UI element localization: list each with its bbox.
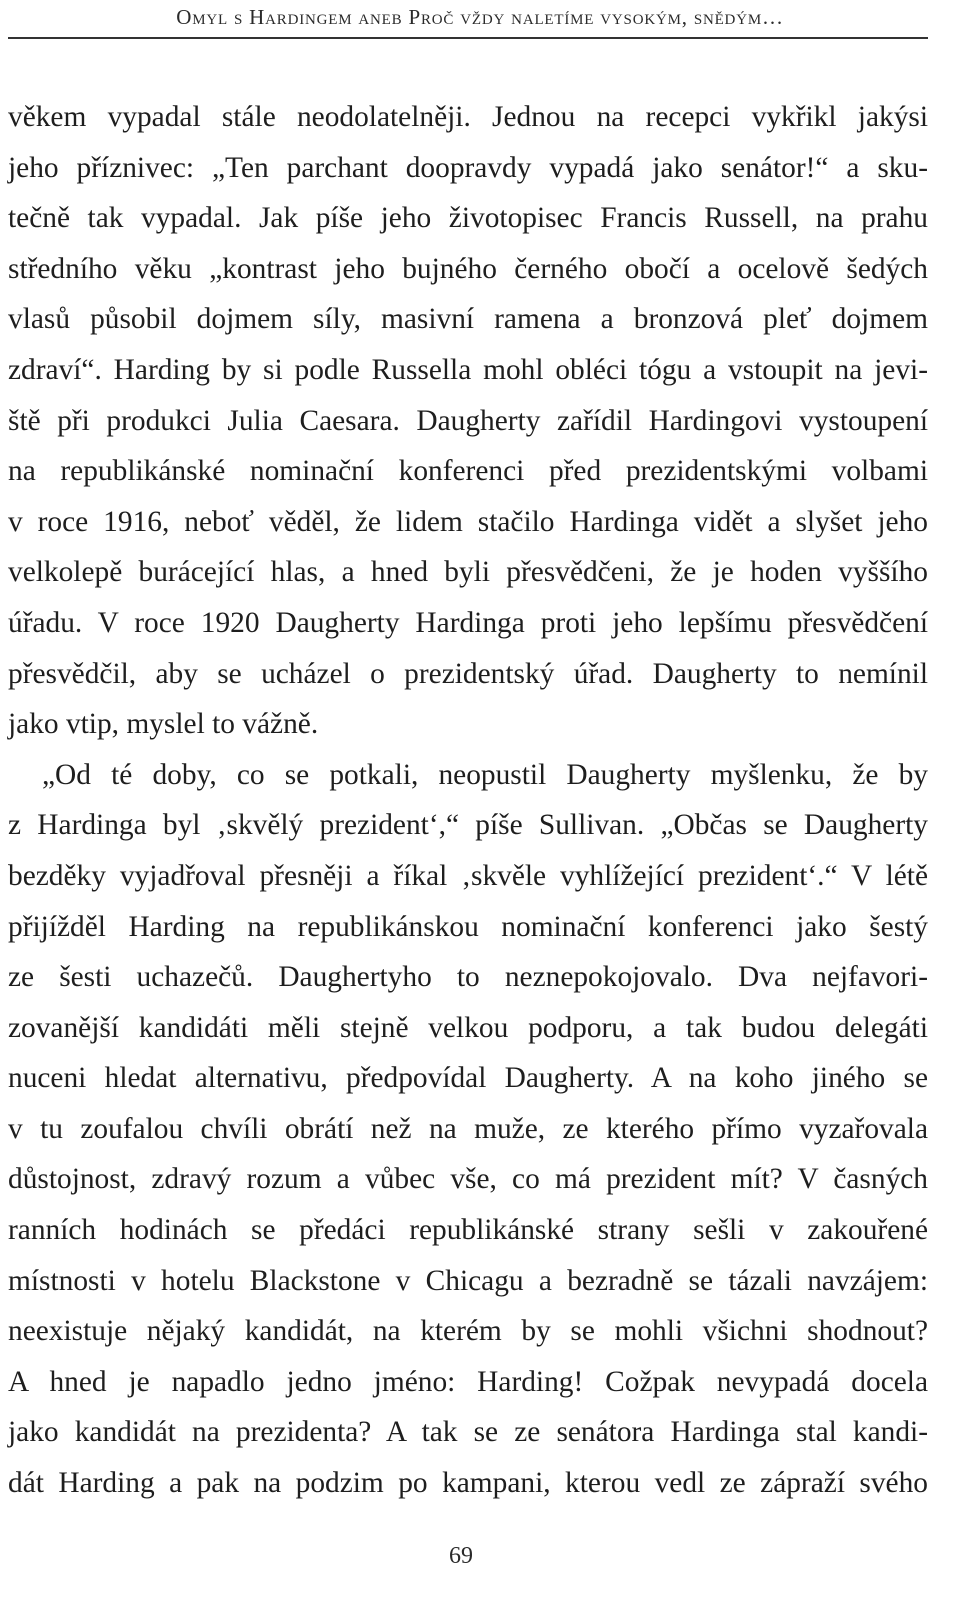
text-line: zdraví“. Harding by si podle Russella mohl obléci tógu a vstoupit na jevi- — [8, 353, 928, 386]
text-line: zovanější kandidáti měli stejně velkou podporu, a tak budou delegáti — [8, 1011, 928, 1044]
text-line: jako kandidát na prezidenta? A tak se ze senátora Hardinga stal kandi- — [8, 1416, 928, 1449]
body-text — [8, 92, 928, 1509]
text-line: vlasů působil dojmem síly, masivní ramena a bronzová pleť dojmem — [8, 303, 928, 336]
text-line: nuceni hledat alternativu, předpovídal Daugherty. A na koho jiného se — [8, 1062, 928, 1095]
page-number: 69 — [449, 1543, 473, 1569]
text-line: dát Harding a pak na podzim po kampani, kterou vedl ze zápraží svého — [8, 1467, 928, 1500]
text-line: v tu zoufalou chvíli obrátí než na muže, ze kterého přímo vyzařovala — [8, 1112, 928, 1145]
text-line: ranních hodinách se předáci republikánské strany sešli v zakouřené — [8, 1214, 928, 1247]
text-line: místnosti v hotelu Blackstone v Chicagu a bezradně se tázali navzájem: — [8, 1264, 928, 1297]
text-line: A hned je napadlo jedno jméno: Harding! Cožpak nevypadá docela — [8, 1365, 928, 1398]
text-line: přijížděl Harding na republikánskou nominační konferenci jako šestý — [8, 910, 928, 943]
text-line: na republikánské nominační konferenci před prezidentskými volbami — [8, 455, 928, 488]
text-line: důstojnost, zdravý rozum a vůbec vše, co má prezident mít? V časných — [8, 1163, 928, 1196]
text-line: tečně tak vypadal. Jak píše jeho životopisec Francis Russell, na prahu — [8, 202, 928, 235]
text-line: úřadu. V roce 1920 Daugherty Hardinga proti jeho lepšímu přesvědčení — [8, 606, 928, 639]
text-line: jeho příznivec: „Ten parchant doopravdy vypadá jako senátor!“ a sku- — [8, 151, 928, 184]
text-line: z Hardinga byl ‚skvělý prezident‘,“ píše Sullivan. „Občas se Daugherty — [8, 809, 928, 842]
text-line: bezděky vyjadřoval přesněji a říkal ‚skvěle vyhlížející prezident‘.“ V létě — [8, 859, 928, 892]
running-header: Omyl s Hardingem aneb Proč vždy naletíme vysokým, snědým… — [176, 5, 784, 29]
text-line: v roce 1916, neboť věděl, že lidem stačilo Hardinga vidět a slyšet jeho — [8, 505, 928, 538]
text-line: věkem vypadal stále neodolatelněji. Jednou na recepci vykřikl jakýsi — [8, 101, 928, 133]
header-rule — [8, 37, 928, 39]
text-line: velkolepě burácející hlas, a hned byli přesvědčeni, že je hoden vyššího — [8, 556, 928, 589]
text-line: jako vtip, myslel to vážně. — [8, 708, 319, 741]
text-line: neexistuje nějaký kandidát, na kterém by se mohli všichni shodnout? — [8, 1315, 928, 1348]
text-line: přesvědčil, aby se ucházel o prezidentský úřad. Daugherty to nemínil — [8, 657, 928, 690]
text-line: středního věku „kontrast jeho bujného černého obočí a ocelově šedých — [8, 252, 928, 285]
text-line: „Od té doby, co se potkali, neopustil Daugherty myšlenku, že by — [42, 758, 928, 791]
text-line: ze šesti uchazečů. Daughertyho to neznepokojovalo. Dva nejfavori- — [8, 961, 928, 994]
text-line: ště při produkci Julia Caesara. Daugherty zařídil Hardingovi vystoupení — [8, 404, 928, 437]
